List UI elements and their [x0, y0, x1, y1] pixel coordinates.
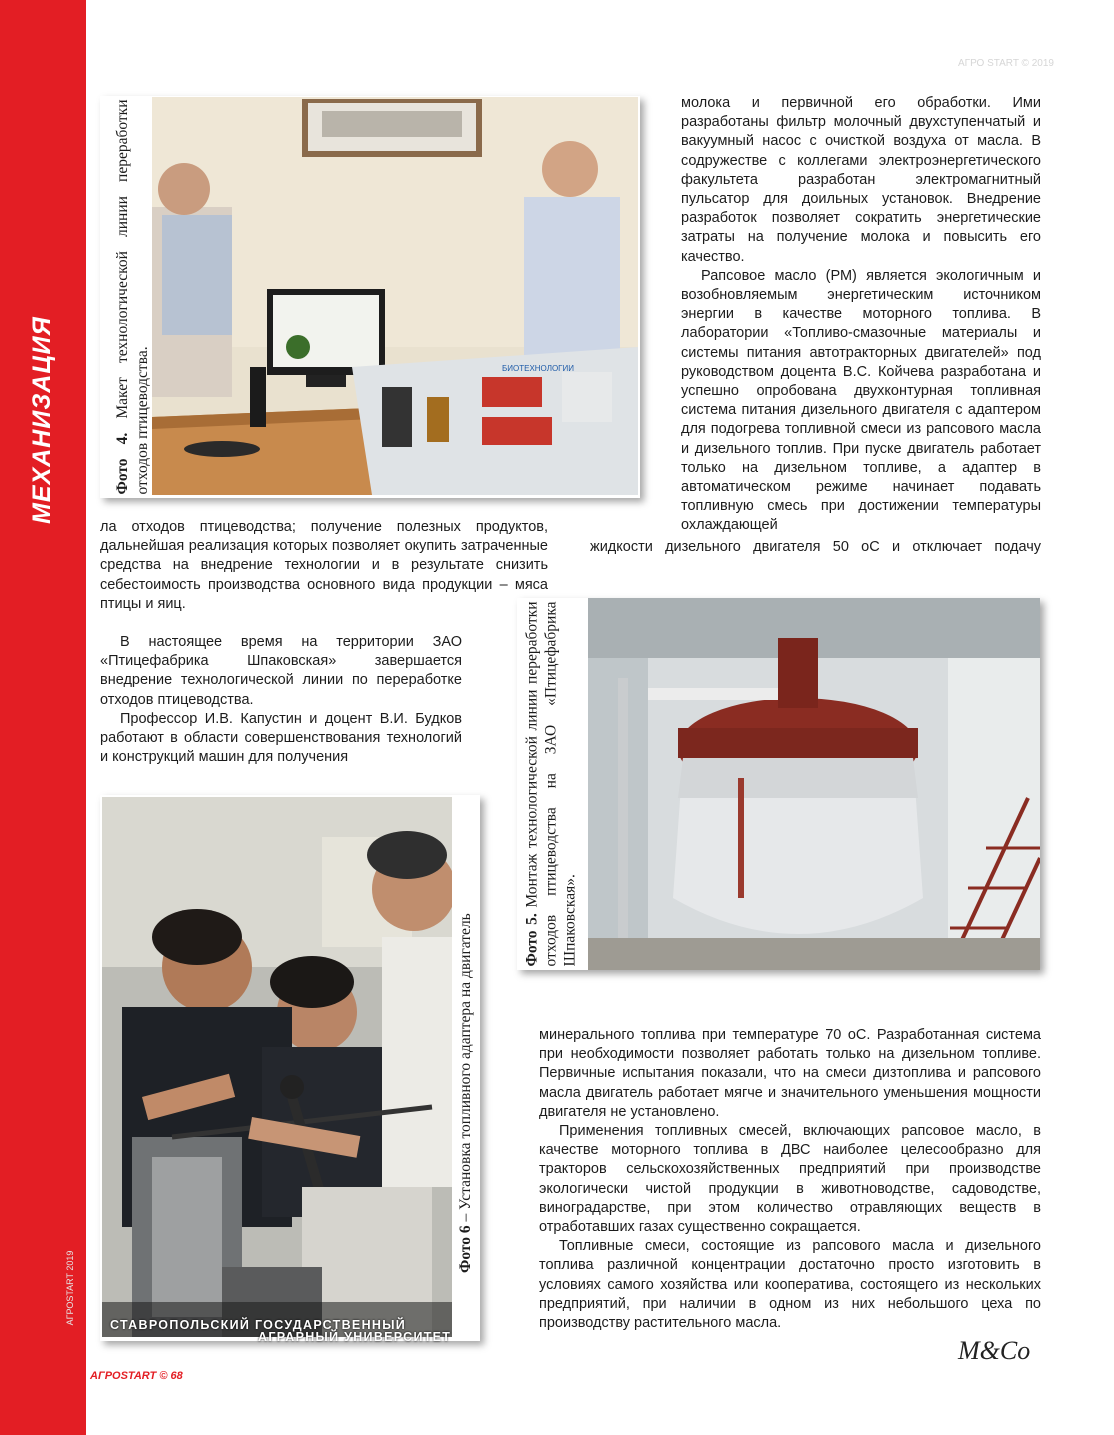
side-running-footer: АГРОSTART 2019 [65, 1250, 75, 1326]
photo-5-caption-text: Монтаж технологической линии переработки отходов птицеводства на ЗАО «Птицефабрика Шпаковская». [523, 601, 579, 967]
article-line-right [590, 538, 1041, 557]
paragraph: ла отходов птицеводства; получение полезных продуктов, дальнейшая реализация которых позволяет окупить затраченные средства на внедрение технологии и в результате снизить себестоимость производства основного вида продукции – мяса птицы и яиц. [100, 519, 548, 612]
photo-6-overlay-line-1: СТАВРОПОЛЬСКИЙ ГОСУДАРСТВЕННЫЙ [110, 1318, 407, 1332]
photo-5-caption [523, 602, 580, 967]
photo-4-model-label: БИОТЕХНОЛОГИИ [502, 364, 574, 373]
photo-5-image [588, 598, 1040, 970]
paragraph: жидкости дизельного двигателя 50 оС и отключает подачу [590, 539, 1041, 555]
paragraph: молока и первичной его обработки. Ими разработаны фильтр молочный двухступенчатый и вакуумный насос с очисткой воздуха от масла. В содружестве с коллегами электроэнергетического факультета разработан электромагнитный пульсатор для доильных установок. Внедрение разработок позволяет сократить энергетические затраты на получение молока и повысить его качество. [681, 95, 1041, 265]
section-title: МЕХАНИЗАЦИЯ [28, 316, 56, 524]
article-column-left-mid [100, 633, 462, 767]
photo-5-caption-label: Фото 5. [523, 913, 541, 967]
photo-6-caption-label: Фото 6 [457, 1225, 474, 1273]
section-color-bar [0, 0, 86, 1435]
running-header: АГРО START © 2019 [958, 58, 1054, 69]
author-signature: M&Co [958, 1336, 1031, 1365]
photo-6-caption [456, 853, 476, 1273]
paragraph: Профессор И.В. Капустин и доцент В.И. Будков работают в области совершенствования технологий и конструкций машин для получения [100, 710, 462, 766]
logo-start: START [120, 1370, 157, 1382]
paragraph: Рапсовое масло (РМ) является экологичным и возобновляемым энергетическим источником энергии в качестве моторного топлива. В лаборатории «Топливо-смазочные материалы и системы питания автотракторных двигателей» под руководством доцента В.С. Койчева разработана и успешно опробована двухконтурная топливная система питания дизельного двигателя с адаптером для подогрева топливной смеси из рапсового масла и дизельного топлив. При пуске двигатель работает только на дизельном топливе, а адаптер в автоматическом режиме начинает подавать топливную смесь при достижении температуры охлаждающей [681, 267, 1041, 534]
page-number: © 68 [159, 1370, 183, 1382]
photo-6-overlay-line-2: АГРАРНЫЙ УНИВЕРСИТЕТ [258, 1330, 452, 1344]
article-column-left-top [100, 518, 548, 614]
paragraph: Применения топливных смесей, включающих рапсовое масло, в качестве моторного топлива в ДВС наиболее целесообразно для тракторов сельскохозяйственных предприятий при производстве экологически чистой продукции в животноводстве, садоводстве, виноградарстве, при этом количество отравляющих веществ в отработавших газах существенно сокращается. [539, 1123, 1041, 1236]
logo-agro: АГРО [90, 1370, 121, 1382]
article-column-right-bottom [539, 1026, 1041, 1333]
photo-4-caption-label: Фото 4. [114, 432, 131, 495]
photo-4-image [152, 97, 638, 495]
photo-4-caption [113, 100, 153, 495]
paragraph: минерального топлива при температуре 70 оС. Разработанная система при необходимости позволяет работать только на дизельном топливе. Первичные испытания показали, что на смеси дизтоплива и рапсового масла двигатель работает мягче и значительного уменьшения мощности двигателя не установлено. [539, 1027, 1041, 1120]
photo-4-caption-text: Макет технологической линии переработки отходов птицеводства. [114, 99, 151, 495]
photo-6-image [102, 797, 452, 1337]
paragraph: В настоящее время на территории ЗАО «Птицефабрика Шпаковская» завершается внедрение технологической линии по переработке отходов птицеводства. [100, 634, 462, 708]
magazine-logo [90, 1370, 183, 1382]
paragraph: Топливные смеси, состоящие из рапсового масла и дизельного топлива различной концентрации достаточно просто изготовить в условиях самого хозяйства или кооператива, состоящего из нескольких предприятий, при наличии в одном из них небольшого цеха по производству растительного масла. [539, 1238, 1041, 1332]
photo-6-caption-text: – Установка топливного адаптера на двигатель [457, 913, 474, 1222]
article-column-right-top [681, 94, 1041, 536]
